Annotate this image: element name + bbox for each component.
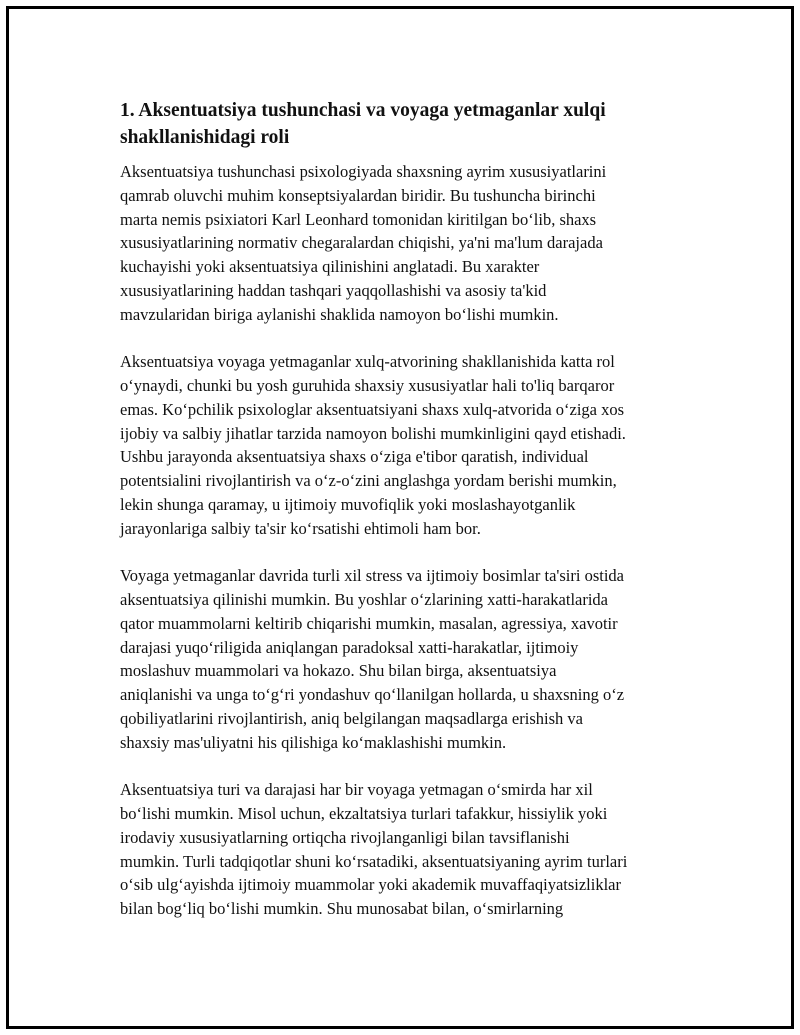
paragraph-2 [120, 350, 695, 540]
text-line: qamrab oluvchi muhim konseptsiyalardan biridir. Bu tushuncha birinchi [120, 185, 596, 205]
paragraph-4 [120, 778, 695, 921]
text-line: lekin shunga qaramay, u ijtimoiy muvofiqlik yoki moslashayotganlik [120, 494, 576, 514]
text-line: Voyaga yetmaganlar davrida turli xil stress va ijtimoiy bosimlar ta'siri ostida [120, 566, 624, 586]
text-line: xususiyatlarining normativ chegaralardan chiqishi, ya'ni ma'lum darajada [120, 233, 603, 253]
text-line: jarayonlariga salbiy ta'sir ko‘rsatishi ehtimoli ham bor. [120, 518, 481, 538]
text-line: qobiliyatlarini rivojlantirish, aniq belgilangan maqsadlarga erishish va [120, 708, 583, 728]
text-line: marta nemis psixiatori Karl Leonhard tomonidan kiritilgan bo‘lib, shaxs [120, 209, 597, 229]
text-line: darajasi yuqo‘riligida aniqlangan paradoksal xatti-harakatlar, ijtimoiy [120, 637, 579, 657]
text-line: kuchayishi yoki aksentuatsiya qilinishini anglatadi. Bu xarakter [120, 257, 540, 277]
text-line: shaxsiy mas'uliyatni his qilishiga ko‘maklashishi mumkin. [120, 732, 507, 752]
text-line: qator muammolarni keltirib chiqarishi mumkin, masalan, agressiya, xavotir [120, 613, 618, 633]
text-line: ijobiy va salbiy jihatlar tarzida namoyon bolishi mumkinligini qayd etishadi. [120, 423, 626, 443]
text-line: emas. Ko‘pchilik psixologlar aksentuatsiyani shaxs xulq-atvorida o‘ziga xos [120, 399, 625, 419]
text-line: mumkin. Turli tadqiqotlar shuni ko‘rsatadiki, aksentuatsiyaning ayrim turlari [120, 851, 628, 871]
heading-line: shakllanishidagi roli [120, 127, 290, 148]
text-line: xususiyatlarining haddan tashqari yaqqollashishi va asosiy ta'kid [120, 280, 547, 300]
document-body [120, 97, 695, 944]
paragraph-3 [120, 564, 695, 754]
text-line: Aksentuatsiya voyaga yetmaganlar xulq-atvorining shakllanishida katta rol [120, 352, 615, 372]
text-line: bilan bog‘liq bo‘lishi mumkin. Shu munosabat bilan, o‘smirlarning [120, 899, 564, 919]
text-line: Aksentuatsiya turi va darajasi har bir voyaga yetmagan o‘smirda har xil [120, 780, 593, 800]
section-heading [120, 97, 695, 151]
text-line: irodaviy xususiyatlarning ortiqcha rivojlanganligi bilan tavsiflanishi [120, 827, 570, 847]
text-line: moslashuv muammolari va hokazo. Shu bilan birga, aksentuatsiya [120, 661, 557, 681]
text-line: bo‘lishi mumkin. Misol uchun, ekzaltatsiya turlari tafakkur, hissiylik yoki [120, 803, 608, 823]
text-line: o‘sib ulg‘ayishda ijtimoiy muammolar yoki akademik muvaffaqiyatsizliklar [120, 875, 622, 895]
text-line: mavzularidan biriga aylanishi shaklida namoyon bo‘lishi mumkin. [120, 304, 559, 324]
text-line: Aksentuatsiya tushunchasi psixologiyada shaxsning ayrim xususiyatlarini [120, 162, 607, 181]
heading-line: 1. Aksentuatsiya tushunchasi va voyaga yetmaganlar xulqi [120, 100, 606, 121]
text-line: aksentuatsiya qilinishi mumkin. Bu yoshlar o‘zlarining xatti-harakatlarida [120, 589, 609, 609]
text-line: o‘ynaydi, chunki bu yosh guruhida shaxsiy xususiyatlar hali to'liq barqaror [120, 375, 615, 395]
text-line: potentsialini rivojlantirish va o‘z-o‘zini anglashga yordam berishi mumkin, [120, 471, 617, 491]
text-line: aniqlanishi va unga to‘g‘ri yondashuv qo‘llanilgan hollarda, u shaxsning o‘z [120, 685, 625, 705]
document-page [6, 6, 794, 1029]
text-line: Ushbu jarayonda aksentuatsiya shaxs o‘ziga e'tibor qaratish, individual [120, 447, 589, 467]
paragraph-1 [120, 160, 695, 327]
